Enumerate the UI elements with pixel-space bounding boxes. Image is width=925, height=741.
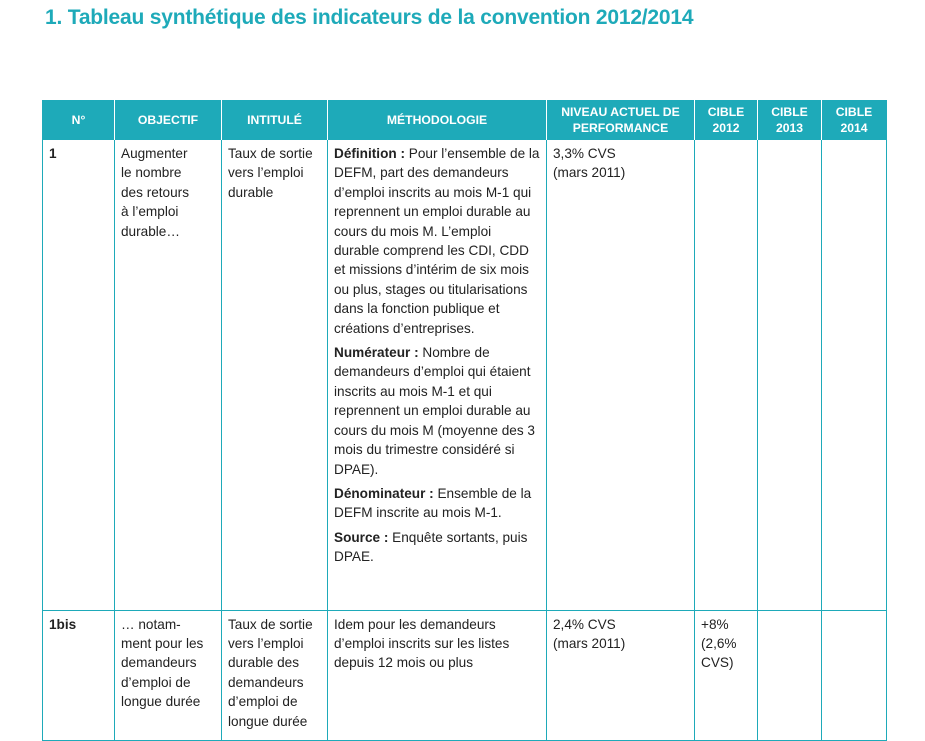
row-cible-2013 — [758, 610, 822, 740]
header-num: N° — [43, 100, 115, 140]
header-cible-2014: CIBLE 2014 — [822, 100, 887, 140]
header-cible-2012: CIBLE 2012 — [695, 100, 758, 140]
denominateur-label: Dénominateur : — [334, 485, 434, 501]
definition-text: Pour l’ensemble de la DEFM, part des demandeurs d’emploi inscrits au mois M-1 qui reprennent un emploi durable au cours du mois M. L’emploi durable comprend les CDI, CDD et missions d’intérim de six mois ou plus, stages ou titularisations dans la fonction publique et créations d’entreprises. — [334, 146, 540, 336]
header-objectif: OBJECTIF — [115, 100, 222, 140]
table-row — [43, 140, 887, 610]
header-methodologie: MÉTHODOLOGIE — [328, 100, 547, 140]
methodologie-definition — [334, 144, 540, 338]
row-methodologie: Idem pour les demandeurs d’emploi inscrits sur les listes depuis 12 mois ou plus — [328, 610, 547, 740]
source-text: Enquête sortants, puis DPAE. — [334, 529, 528, 565]
page-title: 1. Tableau synthétique des indicateurs de la convention 2012/2014 — [45, 6, 694, 29]
header-intitule: INTITULÉ — [222, 100, 328, 140]
numerateur-label: Numérateur : — [334, 345, 419, 361]
definition-label: Définition : — [334, 146, 405, 161]
methodologie-denominateur — [334, 484, 540, 523]
numerateur-text: Nombre de demandeurs d’emploi qui étaient inscrits au mois M-1 et qui reprennent un emploi durable au cours du mois M (moyenne des 3 mois du trimestre considéré si DPAE). — [334, 345, 535, 477]
header-cible-2013: CIBLE 2013 — [758, 100, 822, 140]
row-objectif: … notam- ment pour les demandeurs d’emploi de longue durée — [115, 610, 222, 740]
row-cible-2012: +8% (2,6% CVS) — [695, 610, 758, 740]
row-num: 1 — [43, 140, 115, 610]
source-label: Source : — [334, 529, 389, 545]
row-cible-2013 — [758, 140, 822, 610]
methodologie-numerateur — [334, 343, 540, 479]
denominateur-text: Ensemble de la DEFM inscrite au mois M-1. — [334, 485, 532, 521]
row-niveau: 2,4% CVS (mars 2011) — [547, 610, 695, 740]
header-niveau: NIVEAU ACTUEL DE PERFORMANCE — [547, 100, 695, 140]
indicators-table — [42, 100, 887, 741]
row-methodologie — [328, 140, 547, 610]
row-intitule: Taux de sortie vers l’emploi durable des demandeurs d’emploi de longue durée — [222, 610, 328, 740]
methodologie-source — [334, 528, 540, 567]
row-cible-2012 — [695, 140, 758, 610]
row-cible-2014 — [822, 140, 887, 610]
table-header-row — [43, 100, 887, 140]
row-num: 1bis — [43, 610, 115, 740]
row-objectif: Augmenter le nombre des retours à l’emploi durable… — [115, 140, 222, 610]
table-row — [43, 610, 887, 740]
row-cible-2014 — [822, 610, 887, 740]
row-intitule: Taux de sortie vers l’emploi durable — [222, 140, 328, 610]
row-niveau: 3,3% CVS (mars 2011) — [547, 140, 695, 610]
